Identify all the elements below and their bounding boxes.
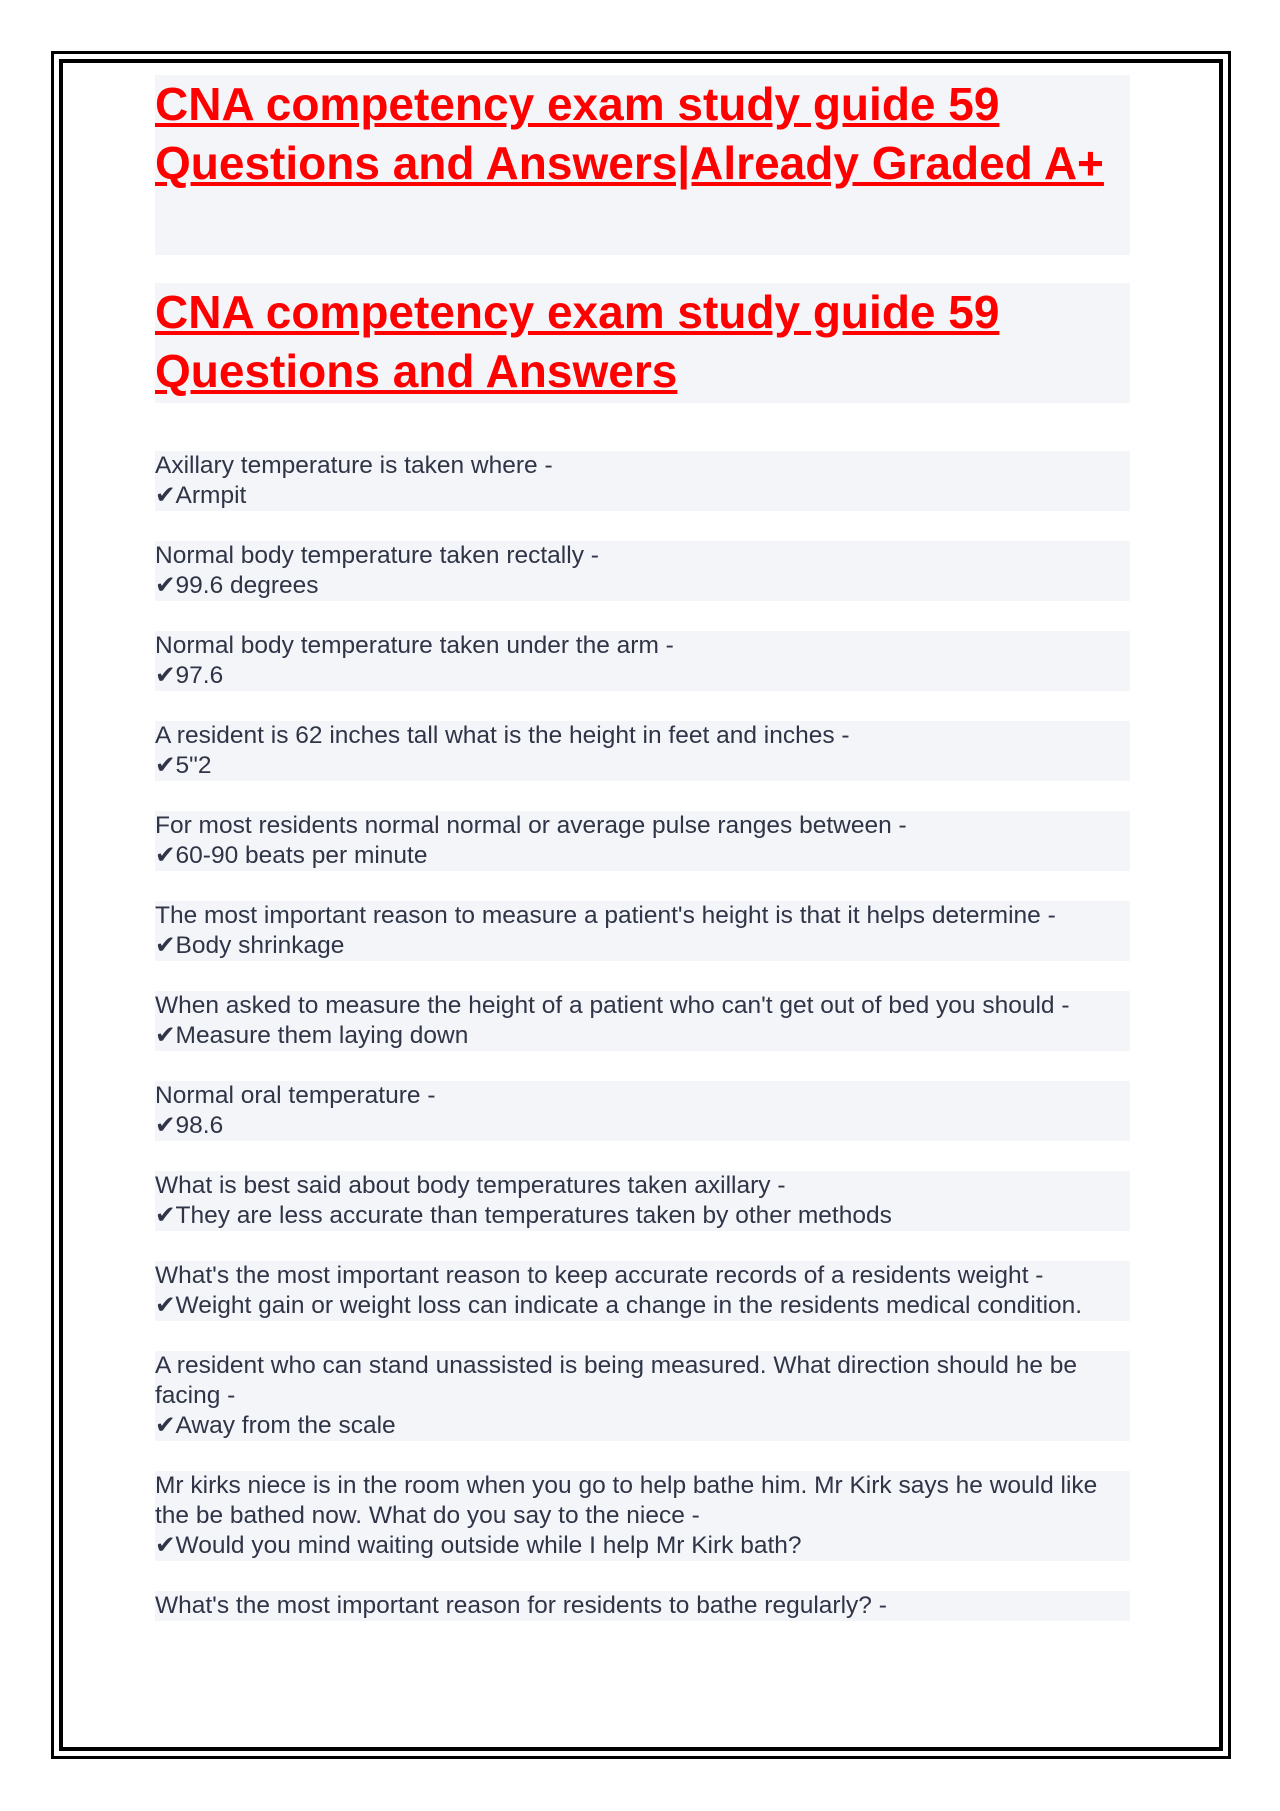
answer-text: Armpit (175, 482, 247, 509)
answer-line (155, 751, 1130, 781)
check-icon: ✔ (155, 482, 176, 509)
question-text: The most important reason to measure a patient's height is that it helps determine - (155, 901, 1130, 931)
qa-item (155, 721, 1130, 781)
question-text: Mr kirks niece is in the room when you go to help bathe him. Mr Kirk says he would like the be bathed now. What do you say to the niece - (155, 1471, 1130, 1531)
answer-text: They are less accurate than temperatures taken by other methods (175, 1202, 892, 1229)
answer-line (155, 841, 1130, 871)
document-title: CNA competency exam study guide 59 Questions and Answers|Already Graded A+ (155, 75, 1130, 255)
check-icon: ✔ (155, 572, 176, 599)
answer-text: Would you mind waiting outside while I help Mr Kirk bath? (175, 1532, 802, 1559)
question-text: Normal body temperature taken rectally - (155, 541, 1130, 571)
qa-item (155, 1351, 1130, 1441)
question-text: Normal body temperature taken under the arm - (155, 631, 1130, 661)
question-text: A resident is 62 inches tall what is the height in feet and inches - (155, 721, 1130, 751)
check-icon: ✔ (155, 1112, 176, 1139)
question-text: What is best said about body temperatures taken axillary - (155, 1171, 1130, 1201)
qa-item (155, 901, 1130, 961)
answer-text: Away from the scale (175, 1412, 396, 1439)
check-icon: ✔ (155, 662, 176, 689)
check-icon: ✔ (155, 932, 176, 959)
answer-line (155, 931, 1130, 961)
answer-line (155, 1531, 1130, 1561)
question-text: When asked to measure the height of a patient who can't get out of bed you should - (155, 991, 1130, 1021)
question-text: Axillary temperature is taken where - (155, 451, 1130, 481)
qa-item (155, 541, 1130, 601)
answer-line (155, 1411, 1130, 1441)
question-text: What's the most important reason to keep accurate records of a residents weight - (155, 1261, 1130, 1291)
qa-list (155, 451, 1130, 1621)
question-text: For most residents normal normal or average pulse ranges between - (155, 811, 1130, 841)
answer-line (155, 1021, 1130, 1051)
qa-item (155, 1261, 1130, 1321)
answer-text: 5"2 (175, 752, 212, 779)
qa-item (155, 1591, 1130, 1621)
answer-text: 98.6 (175, 1112, 224, 1139)
check-icon: ✔ (155, 1292, 176, 1319)
check-icon: ✔ (155, 752, 176, 779)
check-icon: ✔ (155, 1022, 176, 1049)
answer-text: Measure them laying down (175, 1022, 469, 1049)
qa-item (155, 451, 1130, 511)
check-icon: ✔ (155, 1532, 176, 1559)
answer-line (155, 661, 1130, 691)
check-icon: ✔ (155, 1412, 176, 1439)
question-text: Normal oral temperature - (155, 1081, 1130, 1111)
qa-item (155, 1171, 1130, 1231)
answer-text: Weight gain or weight loss can indicate a change in the residents medical condition. (175, 1292, 1083, 1319)
qa-item (155, 991, 1130, 1051)
answer-text: 99.6 degrees (175, 572, 319, 599)
answer-line (155, 1291, 1130, 1321)
qa-item (155, 1471, 1130, 1561)
answer-text: 97.6 (175, 662, 224, 689)
question-text: What's the most important reason for residents to bathe regularly? - (155, 1591, 1130, 1621)
document-subtitle: CNA competency exam study guide 59 Questions and Answers (155, 283, 1130, 403)
answer-text: Body shrinkage (175, 932, 345, 959)
answer-line (155, 1111, 1130, 1141)
question-text: A resident who can stand unassisted is being measured. What direction should he be facing - (155, 1351, 1130, 1411)
qa-item (155, 811, 1130, 871)
answer-text: 60-90 beats per minute (175, 842, 428, 869)
document-content (155, 75, 1130, 1651)
check-icon: ✔ (155, 1202, 176, 1229)
check-icon: ✔ (155, 842, 176, 869)
qa-item (155, 631, 1130, 691)
answer-line (155, 481, 1130, 511)
answer-line (155, 1201, 1130, 1231)
qa-item (155, 1081, 1130, 1141)
answer-line (155, 571, 1130, 601)
